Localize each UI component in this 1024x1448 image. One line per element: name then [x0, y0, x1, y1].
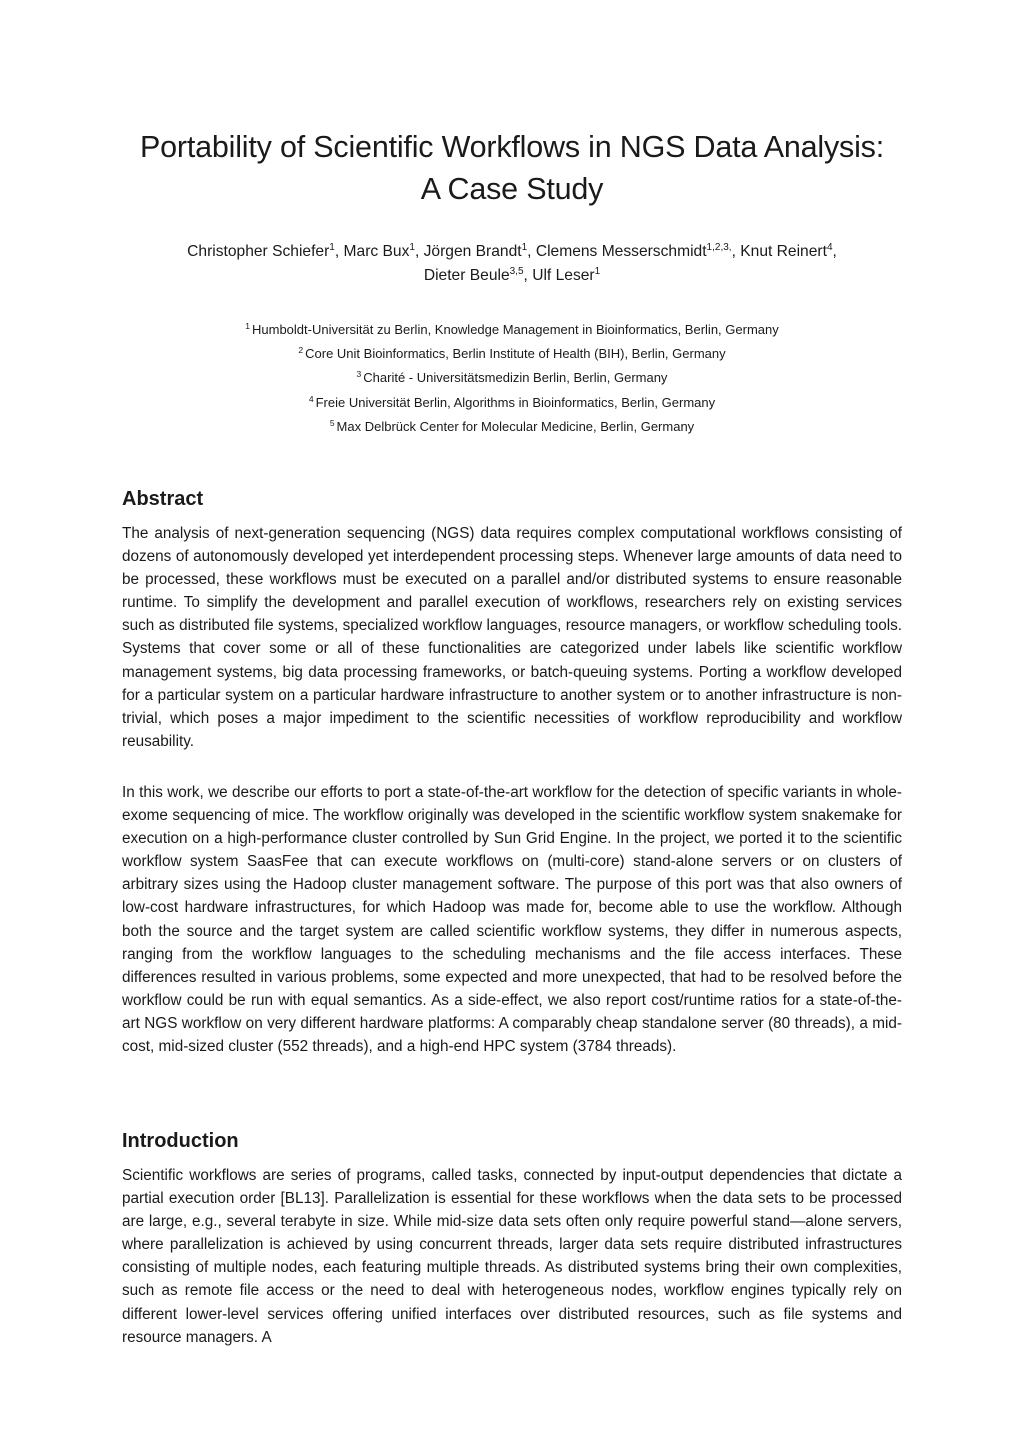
author: Knut Reinert$^4$,	[740, 242, 837, 260]
author: Marc Bux$^1$,	[343, 242, 424, 260]
title-line-2: A Case Study	[420, 172, 604, 206]
author: Christopher Schiefer$^1$,	[187, 242, 344, 260]
introduction-heading: Introduction	[122, 1130, 239, 1152]
author-list	[122, 240, 902, 288]
author: Ulf Leser$^1$	[532, 266, 601, 284]
author: Dieter Beule$^{3,5}$,	[423, 266, 533, 284]
affiliation: $^4$ Freie Universität Berlin, Algorithms in Bioinformatics, Berlin, Germany	[308, 393, 716, 410]
author: Jörgen Brandt$^1$,	[423, 242, 536, 260]
affiliation: $^5$ Max Delbrück Center for Molecular Medicine, Berlin, Germany	[329, 417, 695, 434]
title-line-1: Portability of Scientific Workflows in NGS Data Analysis:	[139, 130, 885, 164]
affiliation: $^3$ Charité - Universitätsmedizin Berlin, Berlin, Germany	[356, 369, 668, 386]
abstract-heading: Abstract	[122, 488, 204, 510]
affiliation: $^1$ Humboldt-Universität zu Berlin, Knowledge Management in Bioinformatics, Berlin, Germany	[245, 321, 779, 337]
abstract-paragraph-1: The analysis of next-generation sequencing (NGS) data requires complex computational workflows consisting of dozens of autonomously developed yet interdependent processing steps. Whenever large amounts of data need to be processed, these workflows must be executed on a parallel and/or distributed systems to ensure reasonable runtime. To simplify the development and parallel execution of workflows, researchers rely on existing services such as distributed file systems, specialized workflow languages, resource managers, or workflow scheduling tools. Systems that cover some or all of these functionalities are categorized under labels like scientific workflow management systems, big data processing frameworks, or batch-queuing systems. Porting a workflow developed for a particular system on a particular hardware infrastructure to another system or to another infrastructure is non-trivial, which poses a major impediment to the scientific necessities of workflow reproducibility and workflow reusability.	[122, 525, 902, 750]
abstract-paragraph-2: In this work, we describe our efforts to port a state-of-the-art workflow for the detection of specific variants in whole-exome sequencing of mice. The workflow originally was developed in the scientific workflow system snakemake for execution on a high-performance cluster controlled by Sun Grid Engine. In the project, we ported it to the scientific workflow system SaasFee that can execute workflows on (multi-core) stand-alone servers or on clusters of arbitrary sizes using the Hadoop cluster management software. The purpose of this port was that also owners of low-cost hardware infrastructures, for which Hadoop was made for, become able to use the workflow. Although both the source and the target system are called scientific workflow systems, they differ in numerous aspects, ranging from the workflow languages to the scheduling mechanisms and the file access interfaces. These differences resulted in various problems, some expected and more unexpected, that had to be resolved before the workflow could be run with equal semantics. As a side-effect, we also report cost/runtime ratios for a state-of-the-art NGS workflow on very different hardware platforms: A comparably cheap standalone server (80 threads), a mid-cost, mid-sized cluster (552 threads), and a high-end HPC system (3784 threads).	[122, 784, 902, 1056]
paper-title	[122, 126, 902, 210]
affiliation: $^2$ Core Unit Bioinformatics, Berlin Institute of Health (BIH), Berlin, Germany	[298, 345, 726, 362]
introduction-paragraph-1: Scientific workflows are series of programs, called tasks, connected by input-output dependencies that dictate a partial execution order [BL13]. Parallelization is essential for these workflows when the data sets to be processed are large, e.g., several terabyte in size. While mid-size data sets often only require powerful stand—alone servers, where parallelization is achieved by using concurrent threads, larger data sets require distributed infrastructures consisting of multiple nodes, each featuring multiple threads. As distributed systems bring their own complexities, such as remote file access or the need to deal with heterogeneous nodes, workflow engines typically rely on different lower-level services offering unified interfaces over distributed resources, such as file systems and resource managers. A	[122, 1167, 902, 1346]
affiliation-list	[122, 318, 902, 439]
author: Clemens Messerschmidt$^{1,2,3,}$,	[535, 242, 741, 260]
